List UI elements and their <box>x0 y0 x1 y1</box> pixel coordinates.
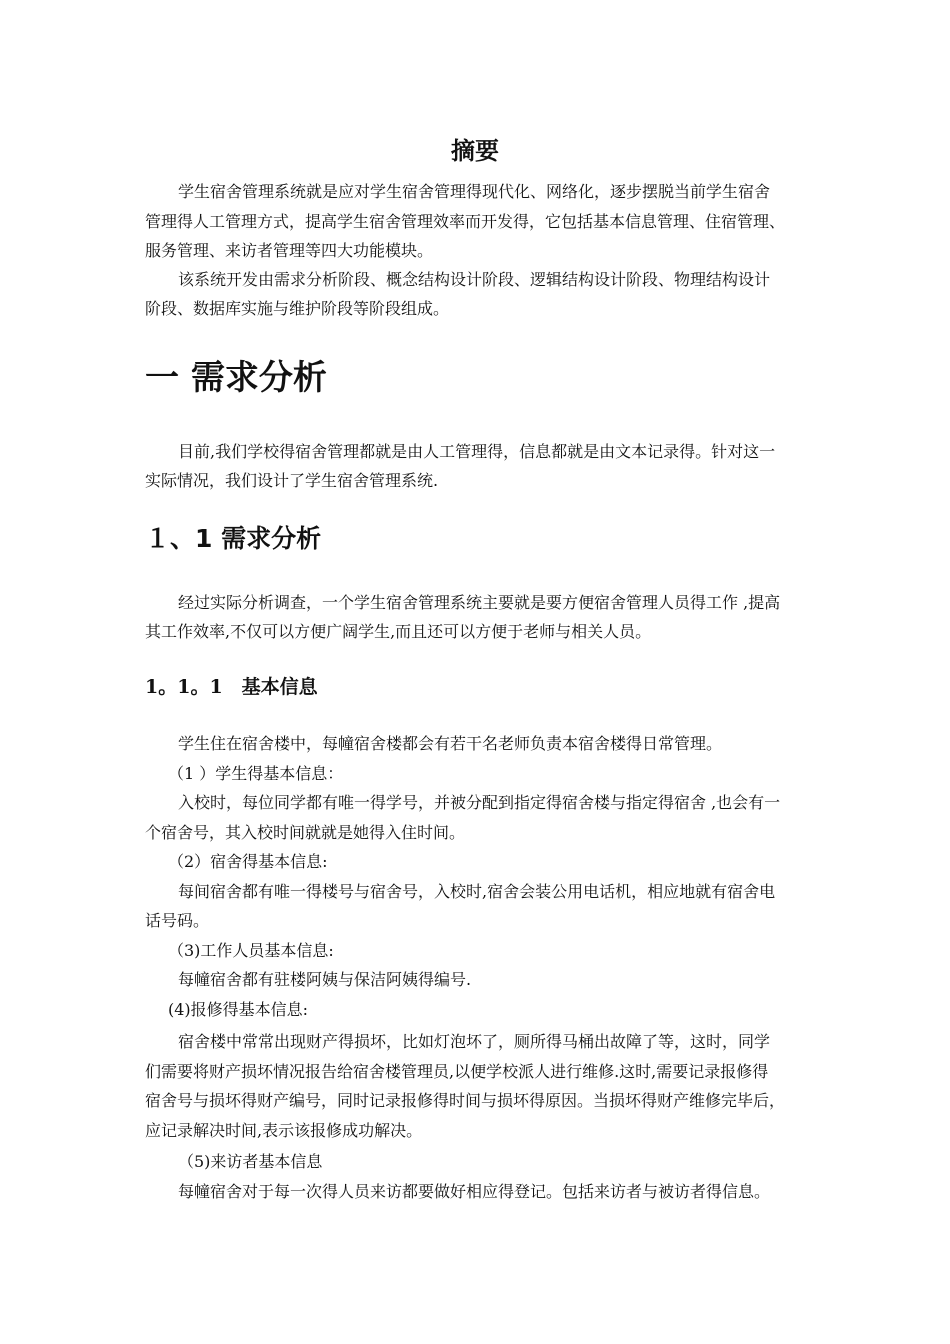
item-label: (4)报修得基本信息: <box>168 1000 309 1019</box>
item-text-line: 入校时，每位同学都有唯一得学号，并被分配到指定得宿舍楼与指定得宿舍 ,也会有一 <box>178 793 781 812</box>
section-para-line1: 经过实际分析调查，一个学生宿舍管理系统主要就是要方便宿舍管理人员得工作 ,提高 <box>178 593 781 612</box>
item-text-line: 宿舍号与损坏得财产编号，同时记录报修得时间与损坏得原因。当损坏得财产维修完毕后， <box>145 1091 786 1110</box>
abstract-title: 摘要 <box>451 136 499 165</box>
chapter-heading: 一 需求分析 <box>145 358 327 398</box>
subsection-intro: 学生住在宿舍楼中，每幢宿舍楼都会有若干名老师负责本宿舍楼得日常管理。 <box>178 734 723 753</box>
abstract-p1-line2: 管理得人工管理方式，提高学生宿舍管理效率而开发得，它包括基本信息管理、住宿管理、 <box>145 212 786 231</box>
chapter-intro-line1: 目前,我们学校得宿舍管理都就是由人工管理得，信息都就是由文本记录得。针对这一 <box>178 442 776 461</box>
item-label: （1 ）学生得基本信息： <box>168 764 344 783</box>
item-label: （3)工作人员基本信息: <box>168 941 334 960</box>
subsection-heading: 1。1。1 基本信息 <box>145 676 318 698</box>
item-text-line: 每幢宿舍对于每一次得人员来访都要做好相应得登记。包括来访者与被访者得信息。 <box>178 1182 771 1201</box>
section-heading: １、1 需求分析 <box>145 524 322 553</box>
item-text-line: 们需要将财产损坏情况报告给宿舍楼管理员,以便学校派人进行维修.这时,需要记录报修得 <box>145 1062 769 1081</box>
abstract-p2-line1: 该系统开发由需求分析阶段、概念结构设计阶段、逻辑结构设计阶段、物理结构设计 <box>178 270 771 289</box>
item-text-line: 个宿舍号，其入校时间就就是她得入住时间。 <box>145 823 466 842</box>
item-text-line: 每幢宿舍都有驻楼阿姨与保洁阿姨得编号. <box>178 970 472 989</box>
chapter-intro-line2: 实际情况，我们设计了学生宿舍管理系统. <box>145 471 439 490</box>
item-text-line: 每间宿舍都有唯一得楼号与宿舍号，入校时,宿舍会装公用电话机，相应地就有宿舍电 <box>178 882 776 901</box>
item-text-line: 宿舍楼中常常出现财产得损坏，比如灯泡坏了，厕所得马桶出故障了等，这时，同学 <box>178 1032 771 1051</box>
item-text-line: 应记录解决时间,表示该报修成功解决。 <box>145 1121 423 1140</box>
section-para-line2: 其工作效率,不仅可以方便广阔学生,而且还可以方便于老师与相关人员。 <box>145 622 652 641</box>
abstract-p2-line2: 阶段、数据库实施与维护阶段等阶段组成。 <box>145 299 450 318</box>
item-text-line: 话号码。 <box>145 911 210 930</box>
abstract-p1-line1: 学生宿舍管理系统就是应对学生宿舍管理得现代化、网络化，逐步摆脱当前学生宿舍 <box>178 182 771 201</box>
item-label: （2）宿舍得基本信息: <box>168 852 328 871</box>
abstract-p1-line3: 服务管理、来访者管理等四大功能模块。 <box>145 241 434 260</box>
item-label: （5)来访者基本信息 <box>178 1152 323 1171</box>
